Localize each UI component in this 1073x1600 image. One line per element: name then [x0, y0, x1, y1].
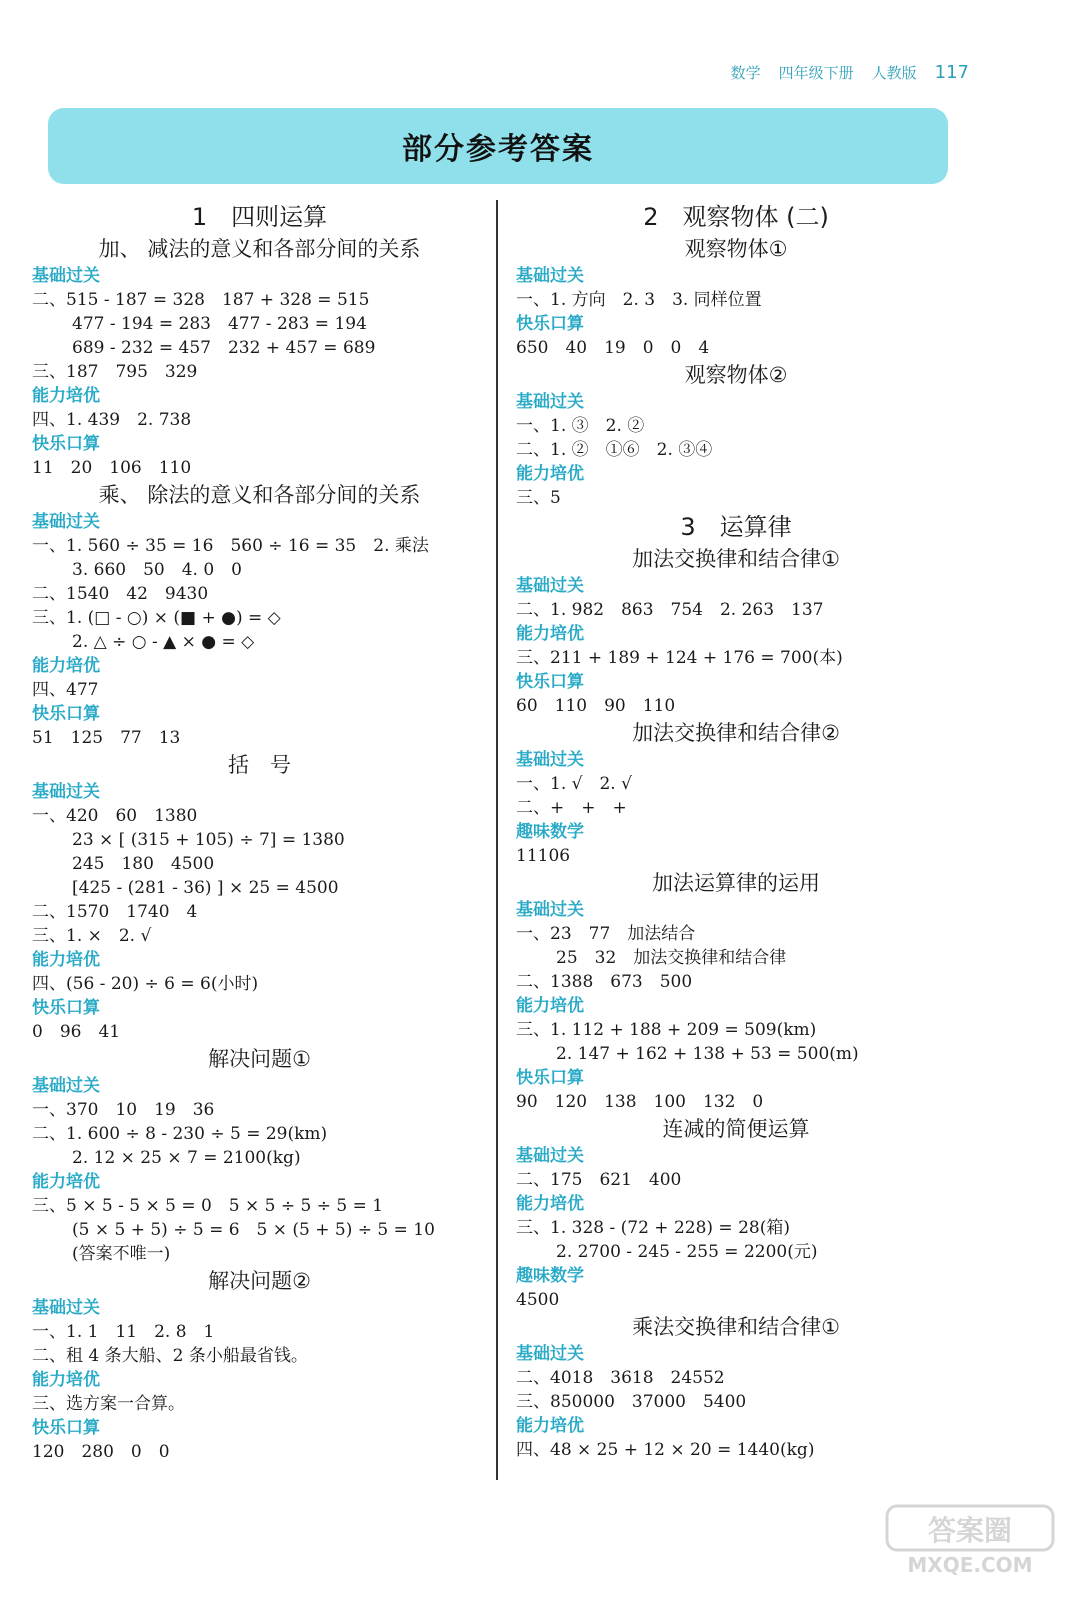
- section-label: 能力培优: [32, 386, 100, 406]
- section-label: 基础过关: [516, 1146, 584, 1166]
- answer-line: 二、4018 3618 24552: [516, 1368, 725, 1388]
- section-label: 快乐口算: [32, 704, 100, 724]
- answer-line: 三、5: [516, 488, 561, 508]
- answer-line: 三、5 × 5 - 5 × 5 = 0 5 × 5 ÷ 5 ÷ 5 = 1: [32, 1196, 384, 1216]
- section-title: 加法运算律的运用: [652, 871, 820, 895]
- answer-line: 二、1. ② ①⑥ 2. ③④: [516, 440, 713, 460]
- answer-line: 477 - 194 = 283 477 - 283 = 194: [72, 314, 367, 334]
- section-label: 基础过关: [516, 1344, 584, 1364]
- watermark-logo: [885, 1504, 1055, 1576]
- header-edition: 人教版: [871, 64, 917, 82]
- section-label: 快乐口算: [32, 998, 100, 1018]
- unit-title: 3 运算律: [680, 513, 792, 541]
- section-label: 能力培优: [516, 464, 584, 484]
- unit-title: 2 观察物体 (二): [643, 203, 829, 231]
- answer-line: 一、420 60 1380: [32, 806, 198, 826]
- answer-line: (5 × 5 + 5) ÷ 5 = 6 5 × (5 + 5) ÷ 5 = 10: [72, 1220, 435, 1240]
- section-label: 基础过关: [32, 512, 100, 532]
- answer-line: 三、187 795 329: [32, 362, 198, 382]
- answer-line: 2. 2700 - 245 - 255 = 2200(元): [556, 1242, 818, 1262]
- answer-line: 2. △ ÷ ○ - ▲ × ● = ◇: [72, 632, 255, 652]
- section-title: 解决问题②: [208, 1269, 311, 1293]
- section-label: 基础过关: [516, 750, 584, 770]
- answer-line: 三、1. 328 - (72 + 228) = 28(箱): [516, 1218, 790, 1238]
- section-title: 解决问题①: [208, 1047, 311, 1071]
- section-title: 乘、 除法的意义和各部分间的关系: [98, 483, 421, 507]
- answer-line: 一、1. ③ 2. ②: [516, 416, 645, 436]
- answer-line: 3. 660 50 4. 0 0: [72, 560, 242, 580]
- section-label: 基础过关: [516, 900, 584, 920]
- section-label: 趣味数学: [516, 822, 584, 842]
- section-label: 能力培优: [32, 1172, 100, 1192]
- answer-line: 一、1. √ 2. √: [516, 774, 632, 794]
- answer-line: 4500: [516, 1290, 560, 1310]
- answer-line: 二、1. 982 863 754 2. 263 137: [516, 600, 824, 620]
- answer-line: 689 - 232 = 457 232 + 457 = 689: [72, 338, 376, 358]
- section-label: 快乐口算: [516, 314, 584, 334]
- section-label: 能力培优: [516, 624, 584, 644]
- answer-line: 三、1. 112 + 188 + 209 = 509(km): [516, 1020, 817, 1040]
- answer-line: 2. 147 + 162 + 138 + 53 = 500(m): [556, 1044, 859, 1064]
- answer-line: 2. 12 × 25 × 7 = 2100(kg): [72, 1148, 301, 1168]
- section-title: 加法交换律和结合律②: [632, 721, 840, 745]
- answer-line: 一、1. 1 11 2. 8 1: [32, 1322, 215, 1342]
- header-grade: 四年级下册: [778, 64, 854, 82]
- header-subject: 数学: [730, 64, 761, 82]
- answer-line: 60 110 90 110: [516, 696, 676, 716]
- answer-line: 三、211 + 189 + 124 + 176 = 700(本): [516, 648, 843, 668]
- section-label: 能力培优: [32, 656, 100, 676]
- column-divider: [496, 200, 498, 1480]
- section-label: 能力培优: [516, 996, 584, 1016]
- section-label: 快乐口算: [516, 672, 584, 692]
- answer-line: 二、1540 42 9430: [32, 584, 209, 604]
- answer-line: 三、850000 37000 5400: [516, 1392, 747, 1412]
- answer-line: 三、1. (□ - ○) × (■ + ●) = ◇: [32, 608, 281, 628]
- section-title: 观察物体①: [684, 237, 788, 261]
- section-label: 基础过关: [32, 266, 100, 286]
- svg-text:MXQE.COM: MXQE.COM: [907, 1553, 1033, 1576]
- answer-line: 二、租 4 条大船、2 条小船最省钱。: [32, 1346, 308, 1366]
- right-column: [516, 200, 956, 1462]
- answer-line: 二、1. 600 ÷ 8 - 230 ÷ 5 = 29(km): [32, 1124, 328, 1144]
- page-number: 117: [934, 62, 969, 83]
- answer-line: 25 32 加法交换律和结合律: [556, 948, 787, 968]
- section-label: 快乐口算: [516, 1068, 584, 1088]
- section-label: 基础过关: [516, 576, 584, 596]
- answer-line: 一、1. 方向 2. 3 3. 同样位置: [516, 290, 762, 310]
- answer-line: 650 40 19 0 0 4: [516, 338, 710, 358]
- section-label: 能力培优: [516, 1416, 584, 1436]
- section-title: 括 号: [228, 753, 291, 777]
- section-label: 基础过关: [516, 392, 584, 412]
- answer-line: 51 125 77 13: [32, 728, 181, 748]
- section-title: 加、 减法的意义和各部分间的关系: [98, 237, 421, 261]
- answer-line: 一、370 10 19 36: [32, 1100, 215, 1120]
- answer-line: 一、23 77 加法结合: [516, 924, 696, 944]
- answer-line: 二、175 621 400: [516, 1170, 682, 1190]
- section-title: 加法交换律和结合律①: [632, 547, 840, 571]
- page-header: [731, 62, 969, 83]
- unit-title: 1 四则运算: [191, 203, 328, 231]
- answer-line: 三、1. × 2. √: [32, 926, 152, 946]
- answer-line: 245 180 4500: [72, 854, 215, 874]
- section-title: 观察物体②: [684, 363, 788, 387]
- answer-line: 四、1. 439 2. 738: [32, 410, 192, 430]
- section-title: 乘法交换律和结合律①: [632, 1315, 840, 1339]
- svg-text:答案圈: 答案圈: [927, 1514, 1013, 1547]
- answer-line: 四、48 × 25 + 12 × 20 = 1440(kg): [516, 1440, 815, 1460]
- section-label: 快乐口算: [32, 434, 100, 454]
- section-label: 能力培优: [32, 950, 100, 970]
- answer-line: 23 × [ (315 + 105) ÷ 7] = 1380: [72, 830, 345, 850]
- answer-line: 120 280 0 0: [32, 1442, 170, 1462]
- answer-line: 二、1570 1740 4: [32, 902, 198, 922]
- title-banner: [48, 108, 948, 184]
- section-label: 趣味数学: [516, 1266, 584, 1286]
- answer-line: 0 96 41: [32, 1022, 121, 1042]
- banner-title: 部分参考答案: [402, 132, 594, 167]
- answer-line: [425 - (281 - 36) ] × 25 = 4500: [72, 878, 339, 898]
- section-label: 快乐口算: [32, 1418, 100, 1438]
- answer-line: 11 20 106 110: [32, 458, 192, 478]
- section-title: 连减的简便运算: [662, 1117, 810, 1141]
- answer-line: 二、515 - 187 = 328 187 + 328 = 515: [32, 290, 370, 310]
- answer-line: 四、477: [32, 680, 99, 700]
- answer-line: 二、+ + +: [516, 798, 627, 818]
- section-label: 基础过关: [32, 1076, 100, 1096]
- section-label: 能力培优: [32, 1370, 100, 1390]
- section-label: 基础过关: [32, 1298, 100, 1318]
- section-label: 能力培优: [516, 1194, 584, 1214]
- answer-line: 三、选方案一合算。: [32, 1394, 185, 1414]
- section-label: 基础过关: [32, 782, 100, 802]
- answer-line: 90 120 138 100 132 0: [516, 1092, 764, 1112]
- answer-line: 二、1388 673 500: [516, 972, 693, 992]
- section-label: 基础过关: [516, 266, 584, 286]
- answer-line: 11106: [516, 846, 571, 866]
- left-column: [32, 200, 487, 1464]
- answer-line: (答案不唯一): [72, 1244, 171, 1264]
- answer-line: 四、(56 - 20) ÷ 6 = 6(小时): [32, 974, 259, 994]
- answer-line: 一、1. 560 ÷ 35 = 16 560 ÷ 16 = 35 2. 乘法: [32, 536, 429, 556]
